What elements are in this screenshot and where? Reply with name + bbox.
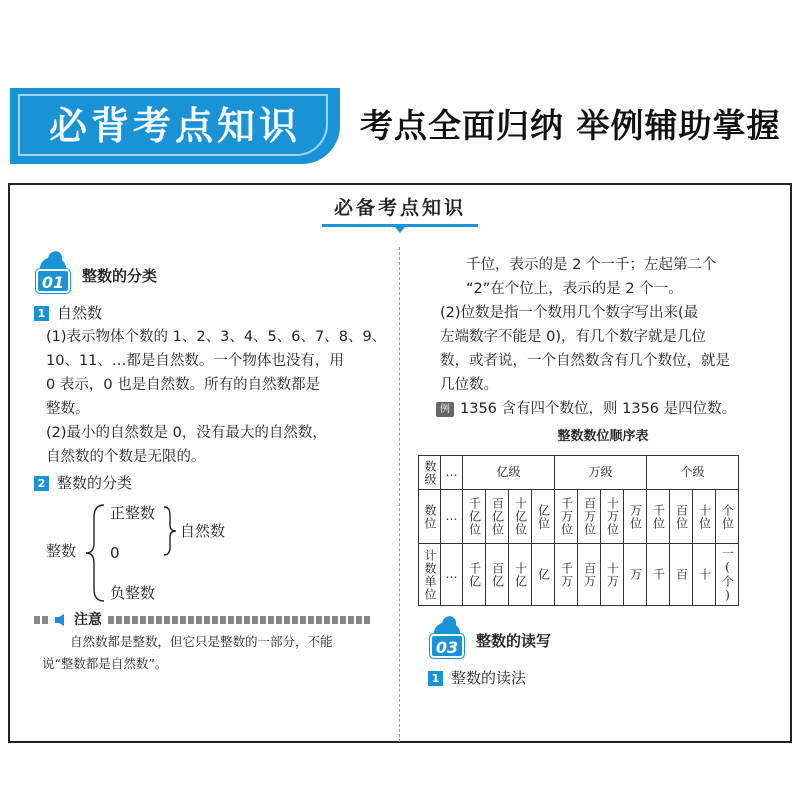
section-03-header — [428, 618, 778, 664]
column-divider — [399, 247, 400, 742]
position-cell: 百亿位 — [486, 490, 509, 544]
note-line: 说“整数都是自然数”。 — [42, 656, 168, 671]
unit-cell: 百万 — [578, 544, 601, 606]
example-tag-icon: 例 — [436, 402, 454, 417]
text-line: 数，或者说，一个自然数含有几个数位，就是 — [440, 353, 730, 369]
position-cell: 千万位 — [555, 490, 578, 544]
subsection-title: 自然数 — [57, 304, 103, 322]
unit-cell: 十万 — [601, 544, 624, 606]
page-title-text: 必备考点知识 — [333, 197, 466, 219]
position-cell: 万位 — [624, 490, 647, 544]
text-line: 左端数字不能是 0)，有几个数字就是几位 — [440, 329, 706, 345]
table-title: 整数数位顺序表 — [557, 429, 649, 444]
position-cell: 千位 — [647, 490, 670, 544]
place-value-table — [418, 455, 739, 606]
table-cell: … — [441, 456, 463, 490]
subsection-number: 1 — [428, 671, 443, 686]
diagram-natural: 自然数 — [180, 522, 226, 540]
unit-cell: 万 — [624, 544, 647, 606]
position-cell: 亿位 — [532, 490, 555, 544]
unit-cell: 千亿 — [463, 544, 486, 606]
text-line: (2)位数是指一个数用几个数字写出来(最 — [440, 305, 699, 321]
unit-cell: 百 — [670, 544, 693, 606]
diagram-root: 整数 — [46, 542, 77, 560]
section-01-title: 整数的分类 — [82, 267, 158, 285]
page-title — [322, 193, 478, 227]
text-line: 10、11、…都是自然数。一个物体也没有，用 — [46, 353, 344, 369]
position-cell: 千亿位 — [463, 490, 486, 544]
section-01-number: 01 — [36, 269, 70, 293]
group-cell: 亿级 — [463, 456, 555, 490]
note-dash-left — [34, 616, 50, 624]
title-underline-notch — [395, 227, 405, 233]
top-banner — [0, 88, 800, 164]
note-title: 注意 — [74, 612, 102, 628]
section-01-header — [34, 253, 394, 299]
subsection-integer-reading — [428, 666, 778, 690]
subsection-title: 整数的读法 — [451, 669, 527, 687]
example-line — [428, 397, 778, 421]
note-header — [34, 611, 394, 629]
flame-badge-icon — [428, 622, 466, 660]
unit-cell: 十 — [693, 544, 716, 606]
text-line: 千位，表示的是 2 个一千；左起第二个 — [466, 257, 717, 273]
table-cell: … — [441, 490, 463, 544]
left-column — [34, 253, 394, 675]
position-cell: 百位 — [670, 490, 693, 544]
position-cell: 百万位 — [578, 490, 601, 544]
section-03-number: 03 — [430, 634, 464, 658]
unit-cell: 千万 — [555, 544, 578, 606]
note-dash-right — [108, 616, 370, 624]
right-column — [423, 253, 778, 690]
position-cell: 个位 — [716, 490, 739, 544]
right-brace-icon — [162, 505, 178, 557]
subsection-title: 整数的分类 — [57, 474, 133, 492]
subsection-number: 1 — [34, 306, 49, 321]
left-brace-icon — [84, 503, 108, 603]
diagram-positive: 正整数 — [110, 504, 156, 522]
diagram-zero: 0 — [110, 544, 120, 562]
table-row — [419, 544, 739, 606]
text-line: 几位数。 — [440, 377, 498, 393]
position-cell: 十万位 — [601, 490, 624, 544]
unit-cell: 百亿 — [486, 544, 509, 606]
speaker-icon — [54, 613, 68, 627]
example-text: 1356 含有四个数位，则 1356 是四位数。 — [460, 401, 737, 417]
note-line: 自然数都是整数，但它只是整数的一部分，不能 — [70, 634, 333, 649]
row-header: 计数单位 — [419, 544, 441, 606]
subsection-number: 2 — [34, 476, 49, 491]
row-header: 数位 — [419, 490, 441, 544]
paragraph-1 — [34, 325, 394, 469]
unit-cell: 千 — [647, 544, 670, 606]
table-row — [419, 490, 739, 544]
text-line: (1)表示物体个数的 1、2、3、4、5、6、7、8、9、 — [46, 329, 387, 345]
text-line: 整数。 — [46, 401, 90, 417]
classification-diagram — [34, 497, 394, 605]
banner-title: 必背考点知识 — [48, 104, 301, 148]
subsection-natural-numbers — [34, 301, 394, 325]
unit-cell: 一(个) — [716, 544, 739, 606]
diagram-negative: 负整数 — [110, 584, 156, 602]
table-row — [419, 456, 739, 490]
continued-text — [428, 253, 778, 397]
subsection-integer-classification — [34, 471, 394, 495]
note-body — [34, 629, 394, 675]
content-page — [8, 183, 792, 743]
text-line: 0 表示，0 也是自然数。所有的自然数都是 — [46, 377, 321, 393]
group-cell: 万级 — [555, 456, 647, 490]
text-line: 自然数的个数是无限的。 — [46, 449, 206, 465]
flame-badge-icon — [34, 257, 72, 295]
section-03-title: 整数的读写 — [476, 632, 552, 650]
group-cell: 个级 — [647, 456, 739, 490]
unit-cell: 十亿 — [509, 544, 532, 606]
text-line: (2)最小的自然数是 0，没有最大的自然数， — [46, 425, 327, 441]
text-line: “2”在个位上，表示的是 2 个一。 — [466, 281, 683, 297]
row-header: 数级 — [419, 456, 441, 490]
position-cell: 十位 — [693, 490, 716, 544]
unit-cell: 亿 — [532, 544, 555, 606]
table-cell: … — [441, 544, 463, 606]
banner-subtitle: 考点全面归纳 举例辅助掌握 — [360, 106, 781, 145]
position-cell: 十亿位 — [509, 490, 532, 544]
